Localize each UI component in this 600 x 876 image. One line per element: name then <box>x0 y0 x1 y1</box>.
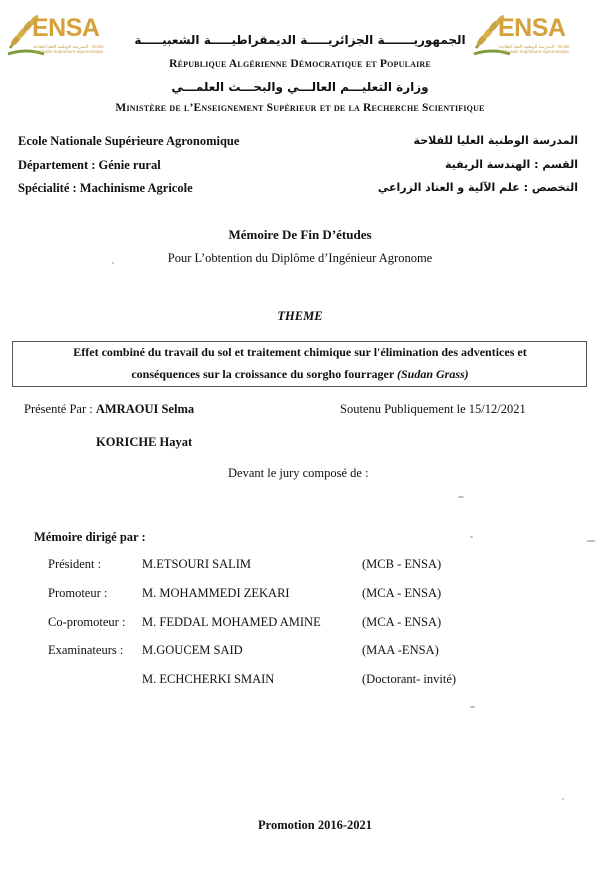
jury-role: Président : <box>48 557 102 571</box>
jury-name: M. ECHCHERKI SMAIN <box>142 672 275 686</box>
memoir-title: Mémoire De Fin D’études <box>228 227 372 242</box>
jury-grade: (Doctorant- invité) <box>362 672 457 686</box>
theme-line-2-text: conséquences sur la croissance du sorgho fourrager <box>131 367 394 381</box>
author-2: KORICHE Hayat <box>96 435 193 449</box>
republic-french: République Algérienne Démocratique et Populaire <box>169 58 431 70</box>
logo-wordmark: ENSA <box>32 14 100 42</box>
scan-speck <box>458 496 464 498</box>
jury-role: Co-promoteur : <box>48 615 126 629</box>
jury-role: Examinateurs : <box>48 643 124 657</box>
defense-date: Soutenu Publiquement le 15/12/2021 <box>340 402 526 416</box>
logo-tagline: المدرسة الوطنية العليا للفلاحة · Ecole Nationale Supérieure Agronomique <box>33 44 104 54</box>
jury-name: M.ETSOURI SALIM <box>142 557 252 571</box>
theme-line-1: Effet combiné du travail du sol et traitement chimique sur l'élimination des adventices et <box>73 345 527 359</box>
jury-role: Promoteur : <box>48 586 108 600</box>
logo-tagline: المدرسة الوطنية العليا للفلاحة · Ecole Nationale Supérieure Agronomique <box>499 44 570 54</box>
school-name-fr: Ecole Nationale Supérieure Agronomique <box>18 134 240 148</box>
jury-name: M. MOHAMMEDI ZEKARI <box>142 586 290 600</box>
theme-species: (Sudan Grass) <box>396 367 469 381</box>
presented-by <box>24 402 194 417</box>
republic-arabic: الجمهوريـــــــة الجزائريـــــة الديمقراطيـــــة الشعبيـــــة <box>134 33 466 47</box>
department-ar: القسم : الهندسة الريفية <box>445 158 578 171</box>
theme-label: THEME <box>277 309 323 323</box>
scan-speck <box>562 798 564 800</box>
jury-name: M.GOUCEM SAID <box>142 643 243 657</box>
memoir-subtitle: Pour L’obtention du Diplôme d’Ingénieur Agronome <box>167 251 433 265</box>
logo-wordmark: ENSA <box>498 14 566 42</box>
scan-speck <box>470 536 473 538</box>
jury-grade: (MCA - ENSA) <box>362 586 442 600</box>
ministry-arabic: وزارة التعليـــم العالـــي والبحـــث العلمـــي <box>171 80 429 94</box>
scan-speck <box>586 540 596 542</box>
promotion: Promotion 2016-2021 <box>258 818 372 832</box>
school-name-ar: المدرسة الوطنية العليا للفلاحة <box>413 134 578 147</box>
speciality-ar: التخصص : علم الآلية و العتاد الزراعي <box>377 181 578 194</box>
author-1: AMRAOUI Selma <box>95 402 195 416</box>
scan-speck <box>470 706 475 708</box>
theme-line-2 <box>0 367 600 382</box>
scan-speck <box>112 262 114 264</box>
department-fr: Département : Génie rural <box>18 158 161 172</box>
presented-label: Présenté Par : <box>24 402 93 416</box>
jury-grade: (MCB - ENSA) <box>362 557 442 571</box>
directed-by-label: Mémoire dirigé par : <box>34 530 146 544</box>
ministry-french: Ministère de l’Enseignement Supérieur et de la Recherche Scientifique <box>115 102 485 114</box>
speciality-fr: Spécialité : Machinisme Agricole <box>18 181 193 195</box>
jury-name: M. FEDDAL MOHAMED AMINE <box>142 615 321 629</box>
jury-grade: (MAA -ENSA) <box>362 643 439 657</box>
jury-intro: Devant le jury composé de : <box>228 466 369 480</box>
jury-grade: (MCA - ENSA) <box>362 615 442 629</box>
